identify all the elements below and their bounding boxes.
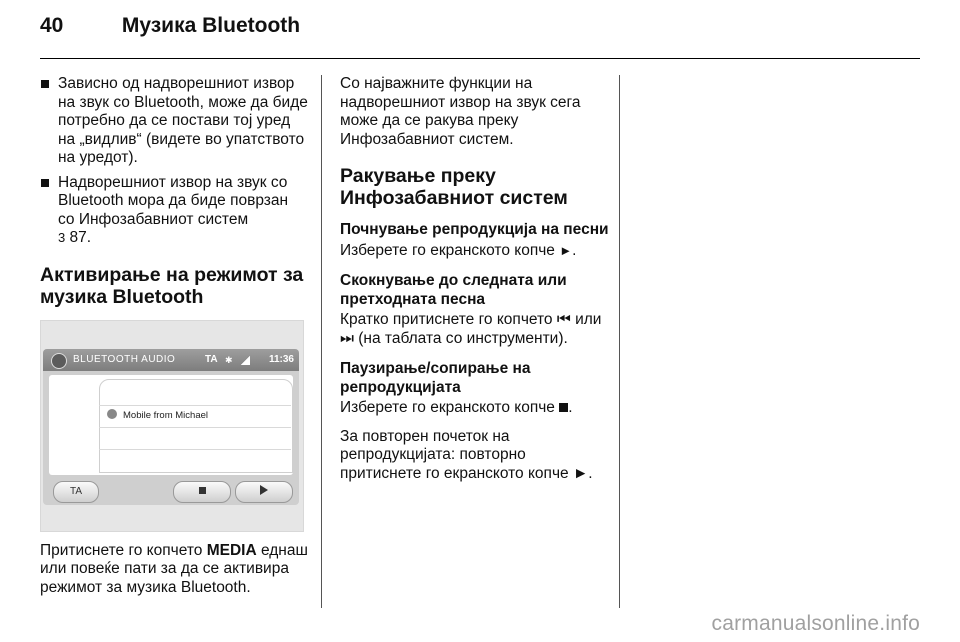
paragraph-text: еднаш или повеќе пати за да се активира режимот за музика Bluetooth. xyxy=(40,541,308,596)
media-key-label: MEDIA xyxy=(206,541,257,559)
bullet-text: Зависно од надворешниот извор на звук со Bluetooth, може да биде потребно да се постави тој уред на „видлив“ (видете во упатството на уредот). xyxy=(58,75,308,166)
device-entry[interactable] xyxy=(107,407,208,426)
subsection-text: Кратко притиснете го копчето ⏮ или ⏭ (на таблата со инструменти). xyxy=(340,311,602,347)
subsection-text xyxy=(340,242,610,261)
paragraph-text: . xyxy=(572,241,577,259)
device-list xyxy=(99,379,293,473)
page-number: 40 xyxy=(40,14,64,37)
paragraph-text: Притиснете го копчето xyxy=(40,541,207,559)
stop-button[interactable] xyxy=(173,481,231,503)
subsection-text xyxy=(340,399,610,418)
section-heading: Ракување преку Инфозабавниот систем xyxy=(340,165,568,209)
audio-source-icon xyxy=(51,353,67,369)
screen-titlebar xyxy=(43,349,299,371)
signal-icon xyxy=(240,356,250,365)
list-divider xyxy=(99,449,291,450)
column-divider-right xyxy=(619,75,620,608)
ta-button[interactable]: TA xyxy=(53,481,99,503)
paragraph-text: Изберете го екранското копче xyxy=(340,399,560,416)
restart-paragraph: За повторен почеток на репродукцијата: повторно притиснете го екранското копче ►. xyxy=(340,427,593,482)
subsection-title: Паузирање/сопирање на репродукцијата xyxy=(340,360,531,396)
intro-paragraph: Со најважните функции на надворешниот извор на звук сега може да се ракува преку Инфозабавниот систем. xyxy=(340,75,581,148)
watermark: carmanualsonline.info xyxy=(711,612,920,635)
paragraph-text: . xyxy=(568,399,573,416)
column-divider-left xyxy=(321,75,322,608)
device-list-panel xyxy=(49,375,293,475)
page-title: Музика Bluetooth xyxy=(121,14,301,37)
bullet-square-icon xyxy=(41,80,49,88)
reference-page: 87. xyxy=(69,229,92,246)
left-column xyxy=(40,75,308,597)
page-header xyxy=(40,14,300,38)
play-icon xyxy=(260,485,268,495)
subsection-title: Скокнување до следната или претходната песна xyxy=(340,272,567,308)
list-divider xyxy=(99,427,291,428)
reference-arrow-icon: 3 xyxy=(58,230,66,245)
bullet-square-icon xyxy=(41,179,49,187)
screen-title: BLUETOOTH AUDIO xyxy=(73,353,176,365)
bluetooth-device-icon xyxy=(107,409,117,419)
bullet-text: Надворешниот извор на звук со Bluetooth мора да биде поврзан со Инфозабавниот систем xyxy=(58,173,289,228)
stop-icon xyxy=(559,403,568,412)
screen-clock: 11:36 xyxy=(268,353,294,365)
instruction-paragraph xyxy=(40,542,308,598)
screen-frame xyxy=(43,349,299,505)
bullet-item xyxy=(40,174,308,248)
subsection-title: Почнување репродукција на песни xyxy=(340,221,609,238)
paragraph-text: Изберете го екранското копче xyxy=(340,241,560,259)
right-column xyxy=(340,75,610,483)
play-button[interactable] xyxy=(235,481,293,503)
list-divider xyxy=(99,405,291,406)
page-reference-link[interactable] xyxy=(58,229,91,246)
stop-icon xyxy=(199,487,206,494)
play-icon: ► xyxy=(559,242,573,258)
ta-indicator: TA xyxy=(205,353,218,365)
device-name: Mobile from Michael xyxy=(123,409,208,421)
header-rule xyxy=(40,58,920,59)
bluetooth-icon: ✱ xyxy=(225,354,233,365)
bullet-item xyxy=(40,75,308,168)
bluetooth-audio-screenshot xyxy=(40,320,304,532)
section-heading: Активирање на режимот за музика Bluetooth xyxy=(40,263,304,308)
